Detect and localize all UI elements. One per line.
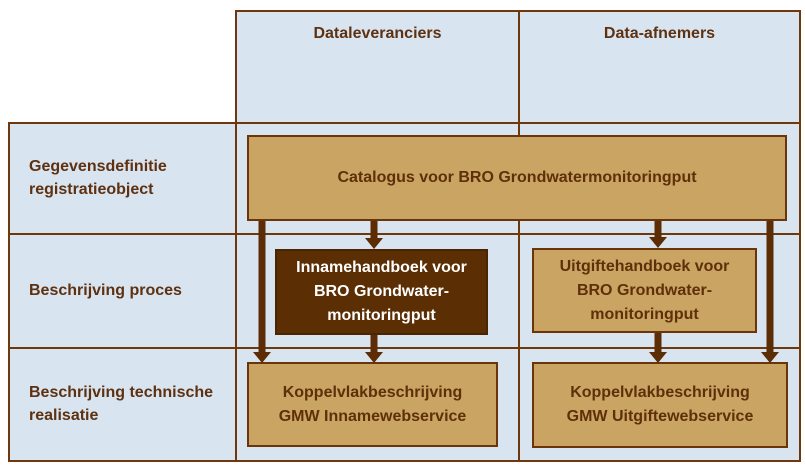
box-koppelvlak-uitgifte-line: Koppelvlakbeschrijving: [570, 384, 750, 401]
arrow-head: [761, 352, 779, 363]
arrow-catalogus-to-uitgiftehandboek-icon: [649, 221, 667, 248]
arrow-catalogus-to-koppelvlak-uitgifte-icon: [761, 221, 779, 363]
box-koppelvlak-uitgifte-line: GMW Uitgiftewebservice: [566, 408, 754, 425]
box-uitgiftehandboek-line: BRO Grondwater-: [576, 281, 713, 299]
box-uitgiftehandboek-line: Uitgiftehandboek voor: [559, 257, 730, 275]
box-koppelvlak-uitgifte: [532, 362, 788, 448]
row-header-label: Beschrijving proces: [29, 281, 182, 299]
row-header-gegevensdefinitie: [8, 122, 237, 235]
arrow-shaft: [371, 221, 378, 238]
arrow-shaft: [259, 221, 266, 352]
box-koppelvlak-inname-line: Koppelvlakbeschrijving: [282, 383, 463, 401]
box-koppelvlak-inname: [247, 362, 498, 447]
box-innamehandboek-line: monitoringput: [327, 307, 436, 324]
arrow-head: [365, 352, 383, 363]
box-catalogus-label: Catalogus voor BRO Grondwatermonitoringput: [337, 169, 697, 186]
arrow-catalogus-to-innamehandboek-icon: [365, 221, 383, 249]
arrow-catalogus-to-koppelvlak-inname-icon: [253, 221, 271, 363]
arrow-head: [649, 237, 667, 248]
arrow-shaft: [371, 335, 378, 352]
box-catalogus: [247, 135, 787, 221]
box-innamehandboek-line: BRO Grondwater-: [313, 283, 450, 300]
row-header-label: Gegevensdefinitie registratieobject: [29, 158, 167, 198]
box-koppelvlak-inname-line: GMW Innamewebservice: [278, 407, 467, 425]
arrow-head: [649, 352, 667, 363]
row-header-label: Beschrijving technische realisatie: [29, 384, 214, 424]
arrow-head: [253, 352, 271, 363]
box-uitgiftehandboek-line: monitoringput: [590, 305, 699, 323]
column-header-dataleveranciers: [235, 10, 520, 124]
arrow-head: [365, 238, 383, 249]
box-innamehandboek-line: Innamehandboek voor: [296, 259, 467, 276]
arrow-shaft: [655, 333, 662, 352]
row-header-beschrijving-proces: [8, 233, 237, 349]
row-header-technische-realisatie: [8, 347, 237, 462]
column-header-label: Dataleveranciers: [313, 25, 442, 42]
arrow-uitgiftehandboek-to-koppelvlak-uitgifte-icon: [649, 333, 667, 363]
column-header-label: Data-afnemers: [603, 25, 716, 42]
box-innamehandboek: [275, 249, 488, 335]
arrow-shaft: [767, 221, 774, 352]
column-header-data-afnemers: [518, 10, 801, 124]
arrow-shaft: [655, 221, 662, 237]
arrow-innamehandboek-to-koppelvlak-inname-icon: [365, 335, 383, 363]
box-uitgiftehandboek: [532, 248, 757, 333]
